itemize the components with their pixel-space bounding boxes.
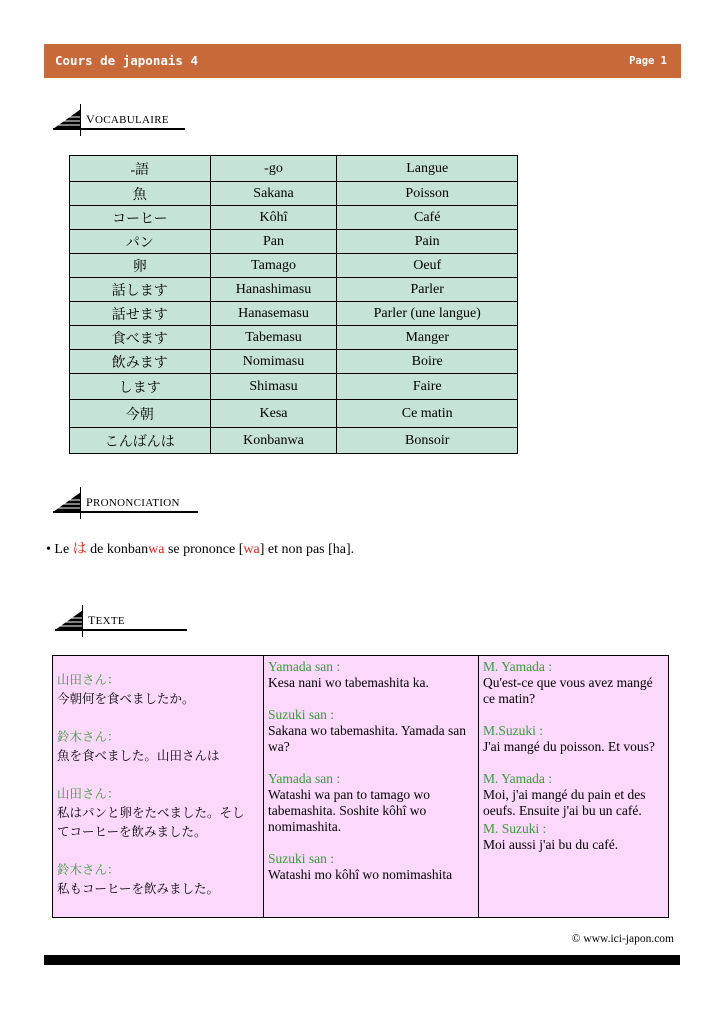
vocab-romaji: Hanasemasu xyxy=(210,302,337,326)
dialogue-entry: Suzuki san : Sakana wo tabemashita. Yamada san wa? xyxy=(268,707,466,754)
dialogue-table xyxy=(52,655,669,918)
dialogue-entry: M. Yamada : Qu'est-ce que vous avez mangé ce matin? xyxy=(483,659,653,706)
book-stack-icon xyxy=(53,487,89,519)
vocab-romaji: Shimasu xyxy=(210,374,337,400)
vocab-row xyxy=(70,326,518,350)
vocab-romaji: Hanashimasu xyxy=(210,278,337,302)
vocab-row xyxy=(70,428,518,454)
dialogue-entry: 山田さん： 今朝何を食べましたか。 xyxy=(57,672,195,706)
course-title: Cours de japonais 4 xyxy=(55,53,198,68)
vocab-romaji: Kôhî xyxy=(210,206,337,230)
vocab-romaji: Tamago xyxy=(210,254,337,278)
dialogue-entry: 鈴木さん： 魚を食べました。山田さんは xyxy=(57,729,220,763)
vocab-french: Parler (une langue) xyxy=(337,302,518,326)
vocab-romaji: -go xyxy=(210,156,337,182)
dialogue-entry: Yamada san : Watashi wa pan to tamago wo tabemashita. Soshite kôhî wo nomimashita. xyxy=(268,771,430,834)
vocab-row xyxy=(70,206,518,230)
section-heading-texte xyxy=(55,605,187,637)
vocab-japanese: 今朝 xyxy=(70,400,211,428)
page-header xyxy=(44,44,681,78)
dialogue-entry: M.Suzuki : J'ai mangé du poisson. Et vous? xyxy=(483,723,655,754)
book-stack-icon xyxy=(53,104,89,136)
vocab-japanese: 卵 xyxy=(70,254,211,278)
vocab-french: Manger xyxy=(337,326,518,350)
vocab-romaji: Kesa xyxy=(210,400,337,428)
vocab-french: Café xyxy=(337,206,518,230)
vocab-french: Parler xyxy=(337,278,518,302)
section-heading-vocabulaire xyxy=(53,104,185,136)
vocab-japanese: 飲みます xyxy=(70,350,211,374)
footer-bar xyxy=(44,955,680,965)
vocab-row xyxy=(70,156,518,182)
section-heading-prononciation xyxy=(53,487,198,519)
vocab-french: Bonsoir xyxy=(337,428,518,454)
vocab-japanese: 話せます xyxy=(70,302,211,326)
vocab-japanese: こんばんは xyxy=(70,428,211,454)
page-number: Page 1 xyxy=(629,55,667,67)
vocab-row xyxy=(70,374,518,400)
vocabulary-table xyxy=(69,155,518,454)
vocab-french: Boire xyxy=(337,350,518,374)
dialogue-romaji-column xyxy=(264,656,479,918)
vocab-row xyxy=(70,182,518,206)
vocab-french: Poisson xyxy=(337,182,518,206)
vocab-japanese: します xyxy=(70,374,211,400)
dialogue-entry: 鈴木さん： 私もコーヒーを飲みました。 xyxy=(57,862,220,896)
vocab-japanese: コーヒー xyxy=(70,206,211,230)
dialogue-entry: 山田さん： 私はパンと卵をたべました。そし てコーヒーを飲みました。 xyxy=(57,786,245,839)
vocab-romaji: Sakana xyxy=(210,182,337,206)
vocab-japanese: パン xyxy=(70,230,211,254)
vocab-row xyxy=(70,302,518,326)
vocab-french: Ce matin xyxy=(337,400,518,428)
dialogue-french-column xyxy=(479,656,669,918)
vocab-romaji: Nomimasu xyxy=(210,350,337,374)
vocab-japanese: 食べます xyxy=(70,326,211,350)
dialogue-entry: M. Suzuki : Moi aussi j'ai bu du café. xyxy=(483,821,619,852)
vocab-row xyxy=(70,278,518,302)
vocab-row xyxy=(70,254,518,278)
vocab-french: Faire xyxy=(337,374,518,400)
vocab-french: Pain xyxy=(337,230,518,254)
book-stack-icon xyxy=(55,605,91,637)
footer-credit: © www.ici-japon.com xyxy=(571,933,674,945)
vocab-row xyxy=(70,230,518,254)
vocab-row xyxy=(70,400,518,428)
dialogue-japanese-column xyxy=(53,656,264,918)
vocab-romaji: Pan xyxy=(210,230,337,254)
dialogue-entry: M. Yamada : Moi, j'ai mangé du pain et des oeufs. Ensuite j'ai bu un café. xyxy=(483,771,646,818)
dialogue-entry: Suzuki san : Watashi mo kôhî wo nomimashita xyxy=(268,851,453,882)
section-label: VOCABULAIRE xyxy=(86,112,169,126)
pronunciation-note: • Le は de konbanwa se prononce [wa] et non pas [ha]. xyxy=(46,542,355,557)
vocab-japanese: -語 xyxy=(70,156,211,182)
vocab-romaji: Konbanwa xyxy=(210,428,337,454)
vocab-french: Oeuf xyxy=(337,254,518,278)
section-label: TEXTE xyxy=(88,613,125,627)
vocab-romaji: Tabemasu xyxy=(210,326,337,350)
vocab-french: Langue xyxy=(337,156,518,182)
vocab-row xyxy=(70,350,518,374)
dialogue-entry: Yamada san : Kesa nani wo tabemashita ka. xyxy=(268,659,429,690)
vocab-japanese: 話します xyxy=(70,278,211,302)
section-label: PRONONCIATION xyxy=(86,495,180,509)
vocab-japanese: 魚 xyxy=(70,182,211,206)
